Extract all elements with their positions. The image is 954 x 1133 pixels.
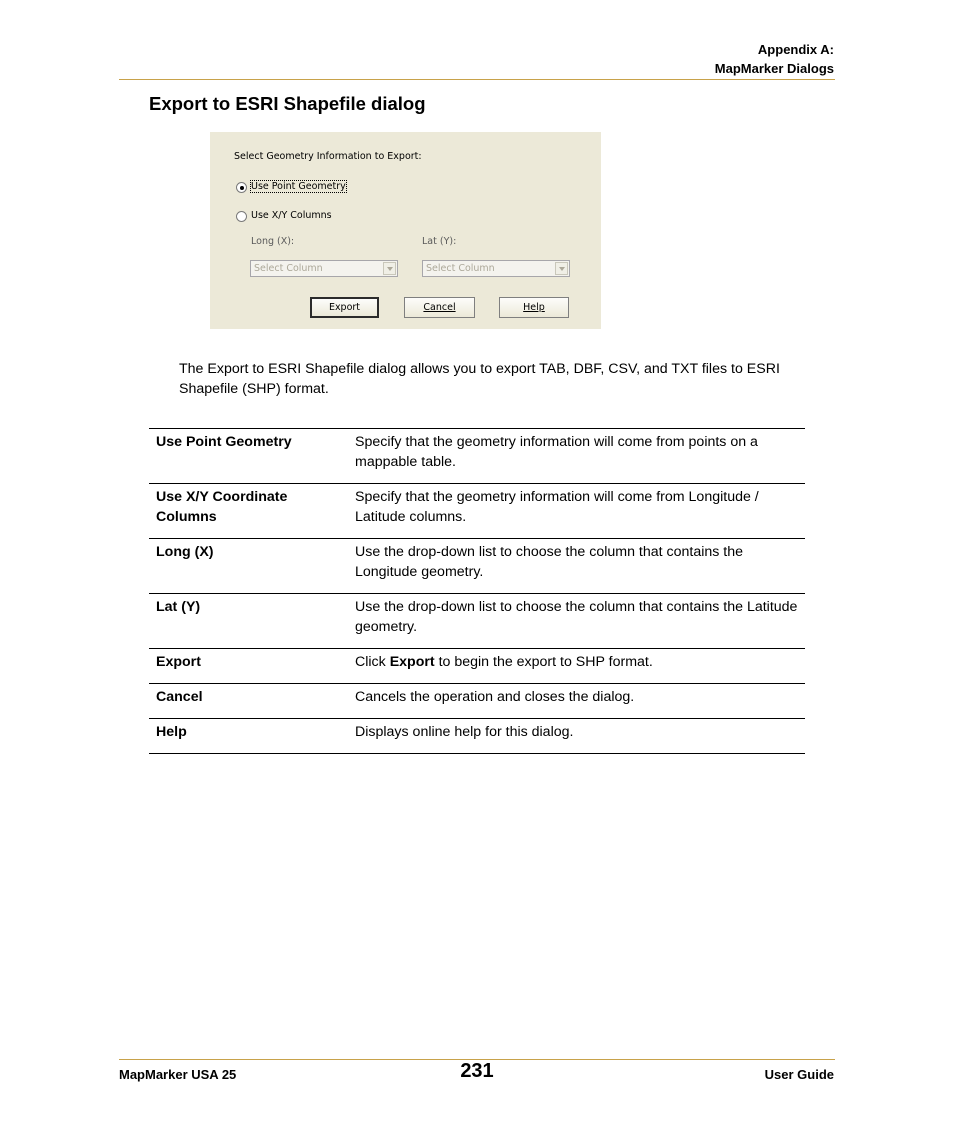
radio-selected-dot	[240, 186, 244, 190]
options-table	[149, 428, 805, 754]
option-term: Use Point Geometry	[149, 429, 352, 484]
dialog-prompt: Select Geometry Information to Export:	[234, 151, 422, 162]
header-appendix: Appendix A:	[757, 42, 834, 57]
option-term: Export	[149, 649, 352, 684]
option-term: Long (X)	[149, 539, 352, 594]
running-header	[715, 40, 834, 78]
export-button[interactable]	[310, 297, 379, 318]
lat-label: Lat (Y):	[422, 236, 457, 247]
long-select-text: Select Column	[254, 263, 323, 274]
def-text-pre: Click	[355, 654, 390, 670]
table-row	[149, 429, 805, 484]
export-esri-dialog-screenshot	[210, 132, 601, 329]
chevron-down-icon	[383, 262, 396, 275]
intro-paragraph: The Export to ESRI Shapefile dialog allows you to export TAB, DBF, CSV, and TXT files to ESRI Shapefile (SHP) format.	[179, 361, 780, 397]
chevron-down-icon	[555, 262, 568, 275]
section-title: Export to ESRI Shapefile dialog	[149, 93, 426, 114]
header-chapter: MapMarker Dialogs	[714, 61, 834, 76]
option-term: Help	[149, 719, 352, 754]
footer-product: MapMarker USA 25	[119, 1067, 237, 1082]
long-label: Long (X):	[251, 236, 295, 247]
table-row	[149, 649, 805, 684]
export-button-label: Export	[328, 302, 361, 313]
table-row	[149, 684, 805, 719]
option-description: Specify that the geometry information will come from Longitude / Latitude columns.	[352, 484, 805, 539]
radio-use-xy-columns[interactable]	[236, 211, 247, 222]
header-rule	[119, 79, 835, 80]
cancel-button[interactable]	[404, 297, 475, 318]
def-text-post: to begin the export to SHP format.	[434, 654, 653, 670]
cancel-button-label: Cancel	[423, 302, 456, 313]
help-button-label: Help	[523, 302, 545, 313]
radio-label-point-geometry[interactable]: Use Point Geometry	[251, 181, 346, 192]
lat-select-text: Select Column	[426, 263, 495, 274]
help-button[interactable]	[499, 297, 569, 318]
option-term: Cancel	[149, 684, 352, 719]
lat-column-select[interactable]	[422, 260, 570, 277]
option-term: Lat (Y)	[149, 594, 352, 649]
radio-label-xy-columns[interactable]: Use X/Y Columns	[251, 210, 332, 221]
table-row	[149, 539, 805, 594]
option-description: Use the drop-down list to choose the column that contains the Longitude geometry.	[352, 539, 805, 594]
option-description: Specify that the geometry information will come from points on a mappable table.	[352, 429, 805, 484]
page-number: 231	[460, 1060, 494, 1082]
long-column-select[interactable]	[250, 260, 398, 277]
option-term: Use X/Y Coordinate Columns	[149, 484, 352, 539]
option-description: Displays online help for this dialog.	[352, 719, 805, 754]
def-text-bold: Export	[389, 654, 435, 670]
table-row	[149, 719, 805, 754]
option-description	[352, 649, 805, 684]
table-row	[149, 484, 805, 539]
radio-use-point-geometry[interactable]	[236, 182, 247, 193]
table-row	[149, 594, 805, 649]
footer-guide: User Guide	[764, 1067, 834, 1082]
option-description: Cancels the operation and closes the dialog.	[352, 684, 805, 719]
option-description: Use the drop-down list to choose the column that contains the Latitude geometry.	[352, 594, 805, 649]
